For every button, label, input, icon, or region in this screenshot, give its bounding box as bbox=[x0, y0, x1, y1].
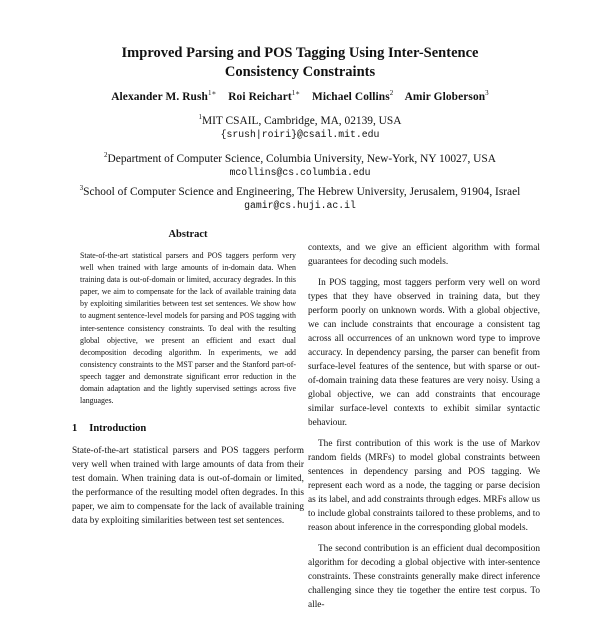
author-name: Amir Globerson bbox=[404, 90, 486, 103]
affiliation-mark: 2 bbox=[104, 151, 108, 159]
affiliation-text: Department of Computer Science, Columbia University, New-York, NY 10027, USA bbox=[107, 152, 496, 165]
left-column bbox=[72, 228, 304, 528]
author-mark: 2 bbox=[389, 89, 394, 97]
author-mark: 1∗ bbox=[291, 89, 301, 97]
affiliation bbox=[20, 110, 580, 142]
paragraph: In POS tagging, most taggers perform very well on word types that they have observed in training data, but they perform poorly on unknown words. With a global objective, we can include constraints that encourage a consistent tag across all occurrences of an unknown word type to improve accuracy. In dependency parsing, the parser can benefit from surface-level features of the sentence, but with sparse or out-of-domain training data these features are very noisy. Using a global objective, we can add constraints that encourage similar surface-level contexts to exhibit similar syntactic behaviour. bbox=[308, 278, 540, 428]
abstract-text: State-of-the-art statistical parsers and POS taggers perform very well when trained with large amounts of in-domain data. When training data is out-of-domain or limited, accuracy degrades. In this paper, we aim to compensate for the lack of available training data by exploiting similarities between test set sentences. We show how to augment sentence-level models for parsing and POS tagging with inter-sentence consistency constraints. To deal with the resulting global objective, we present an efficient and exact dual decomposition decoding algorithm. In experiments, we add consistency constraints to the MST parser and the Stanford part-of-speech tagger and demonstrate significant error reduction in the domain adaptation and the lightly supervised settings across five languages. bbox=[80, 251, 296, 406]
paragraph: contexts, and we give an efficient algorithm with formal guarantees for decoding such models. bbox=[308, 243, 540, 267]
author-name: Michael Collins bbox=[312, 90, 390, 103]
author-mark: 1∗ bbox=[207, 89, 217, 97]
right-column bbox=[308, 241, 540, 619]
author-name: Alexander M. Rush bbox=[111, 90, 208, 103]
paragraph: The first contribution of this work is the use of Markov random fields (MRFs) to model global constraints between sentences in dependency parsing and POS tagging. We represent each word as a node, the tagging or parse decision as its label, and add constraints through edges. MRFs allow us to include global constraints tailored to these problems, and to reason about inference in the corresponding global models. bbox=[308, 439, 540, 533]
affiliation-email: mcollins@cs.columbia.edu bbox=[229, 166, 371, 178]
affiliation bbox=[20, 148, 580, 180]
affiliation-mark: 3 bbox=[79, 184, 84, 192]
section-title: Introduction bbox=[89, 423, 147, 435]
affiliation-email: {srush|roiri}@csail.mit.edu bbox=[220, 128, 380, 140]
intro-paragraph: State-of-the-art statistical parsers and POS taggers perform very well when trained with large amounts of data from their test domain. When training data is out-of-domain or limited, the performance of the resulting model often degrades. In this paper, we aim to compensate for the lack of available training data by exploiting similarities between test set sentences. bbox=[72, 446, 304, 527]
author-name: Roi Reichart bbox=[228, 90, 292, 103]
section-heading bbox=[72, 422, 304, 436]
abstract-heading: Abstract bbox=[168, 229, 208, 240]
title-line-2: Consistency Constraints bbox=[224, 64, 376, 80]
author-mark: 3 bbox=[485, 89, 489, 97]
affiliation-mark: 1 bbox=[198, 113, 203, 121]
title-line-1: Improved Parsing and POS Tagging Using Inter-Sentence bbox=[121, 45, 479, 61]
affiliation-text: School of Computer Science and Engineering, The Hebrew University, Jerusalem, 91904, Israel bbox=[83, 185, 521, 198]
affiliation bbox=[20, 181, 580, 213]
affiliation-email: gamir@cs.huji.ac.il bbox=[244, 199, 356, 211]
paper-title bbox=[60, 44, 540, 82]
affiliation-text: MIT CSAIL, Cambridge, MA, 02139, USA bbox=[202, 114, 402, 127]
paragraph: The second contribution is an efficient dual decomposition algorithm for decoding a global objective with inter-sentence constraints. These constraints generally make direct inference challenging since they tie together the entire test corpus. To alle- bbox=[308, 544, 540, 610]
section-number: 1 bbox=[72, 423, 78, 435]
author-list bbox=[40, 89, 560, 103]
